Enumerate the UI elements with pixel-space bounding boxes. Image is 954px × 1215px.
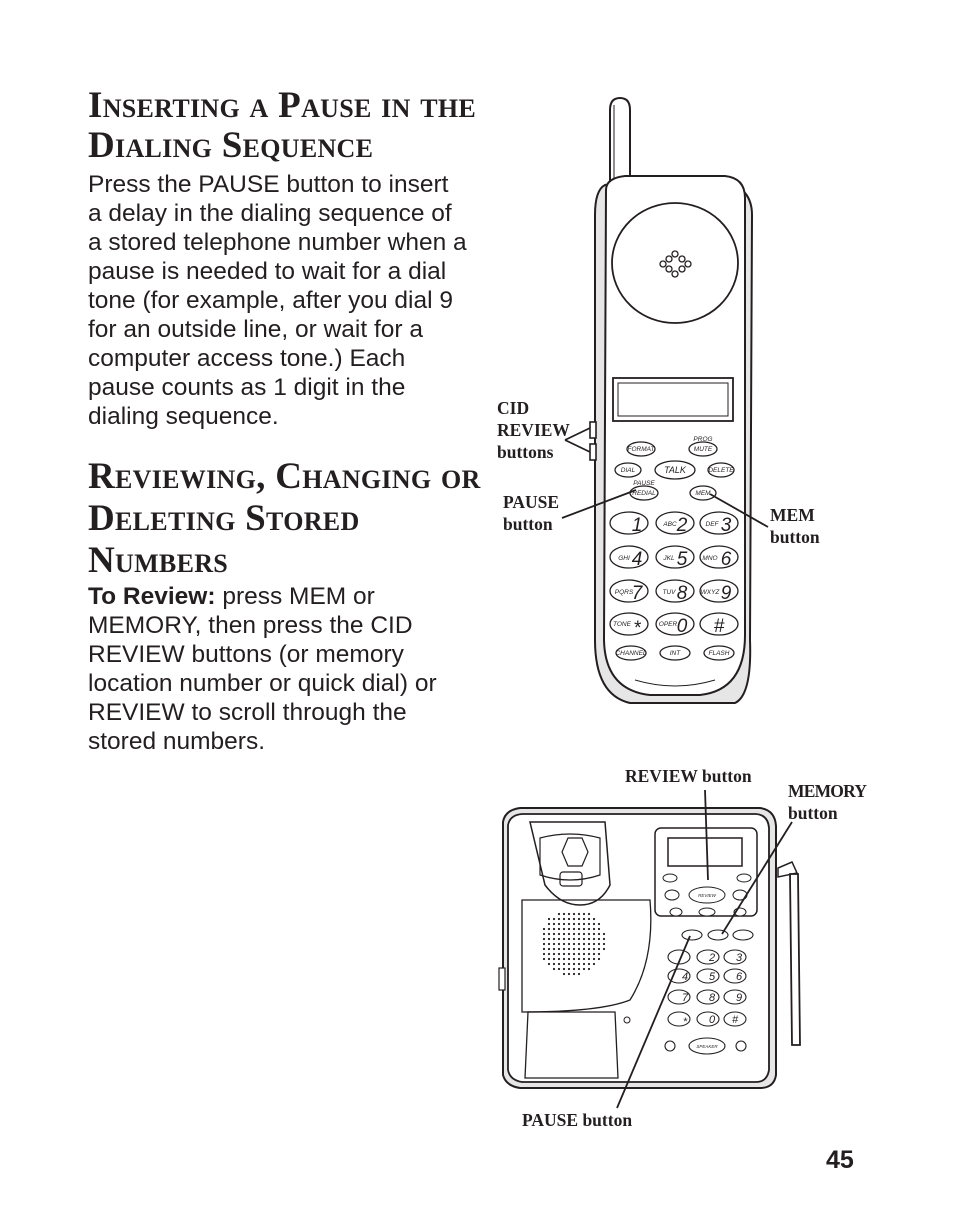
page-number: 45 [826, 1146, 854, 1174]
callout-line: PAUSE [503, 492, 560, 512]
key-star: * [633, 618, 641, 639]
cid-review-callout [497, 397, 570, 463]
mno-label: MNO [702, 555, 718, 562]
heading-line: Inserting a Pause in the [88, 85, 477, 126]
base-key-4: 4 [681, 971, 689, 983]
wxyz-label: WXYZ [700, 589, 720, 596]
redial-key-label: REDIAL [632, 490, 656, 497]
callout-line: buttons [497, 442, 554, 462]
tone-key-label: TONE [613, 621, 631, 628]
pqrs-label: PQRS [614, 589, 634, 596]
callout-line: MEM [770, 505, 815, 525]
mute-key-label: MUTE [693, 446, 713, 453]
handset-illustration [590, 98, 752, 703]
pause-key-label: PAUSE [633, 480, 655, 487]
base-key-5: 5 [708, 971, 716, 983]
oper-key-label: OPER [658, 621, 678, 628]
tuv-label: TUV [662, 589, 676, 596]
prog-key-label: PROG [693, 436, 713, 443]
key-7: 7 [631, 583, 643, 604]
pause-button-callout [503, 491, 559, 535]
jkl-label: JKL [663, 555, 675, 562]
base-key-hash: # [731, 1014, 739, 1026]
heading-line: Numbers [88, 540, 229, 581]
base-key-7: 7 [681, 992, 689, 1004]
base-key-star: * [682, 1016, 688, 1028]
mem-key-label: MEM [695, 490, 711, 497]
key-6: 6 [720, 549, 732, 570]
heading-line: Dialing Sequence [88, 125, 374, 166]
memory-button-callout [788, 780, 866, 824]
callout-line: button [788, 803, 838, 823]
callout-line: REVIEW [497, 420, 570, 440]
key-5: 5 [676, 549, 688, 570]
dial-key-label: DIAL [620, 467, 636, 474]
callout-line: CID [497, 398, 530, 418]
pause-paragraph: Press the PAUSE button to insert a delay in the dialing sequence of a stored telephone number when a pause is needed to wait for a dial tone (for example, after you dial 9 for an outside line, or wait for a computer access tone.) Each pause counts as 1 digit in the dialing sequence. [88, 171, 467, 430]
key-4: 4 [631, 549, 643, 570]
review-text: press MEM or MEMORY, then press the CID REVIEW buttons (or memory location number or quick dial) or REVIEW to scroll through the stored numbers. [88, 583, 437, 755]
base-key-9: 9 [735, 992, 743, 1004]
format-key-label: FORMAT [627, 446, 655, 453]
callout-line: MEMORY [788, 781, 867, 801]
abc-label: ABC [663, 521, 677, 528]
base-key-0: 0 [708, 1014, 716, 1026]
base-speaker-key-label: SPEAKER [696, 1044, 718, 1049]
base-key-3: 3 [735, 952, 743, 964]
int-key-label: INT [669, 650, 681, 657]
heading-line: Deleting Stored [88, 498, 360, 539]
channel-key-label: CHANNEL [615, 650, 647, 657]
base-review-key-label: REVIEW [698, 893, 716, 898]
key-2: 2 [676, 515, 688, 536]
key-1: 1 [631, 515, 643, 536]
flash-key-label: FLASH [708, 650, 730, 657]
key-3: 3 [720, 515, 732, 536]
review-label: To Review: [88, 583, 216, 610]
mem-button-callout [770, 504, 820, 548]
talk-key-label: TALK [664, 465, 686, 475]
review-button-callout: REVIEW button [625, 766, 752, 786]
key-0: 0 [676, 616, 688, 637]
callout-line: button [503, 514, 553, 534]
base-unit-illustration [499, 808, 800, 1088]
ghi-label: GHI [618, 555, 630, 562]
heading-line: Reviewing, Changing or [88, 456, 481, 497]
key-8: 8 [676, 583, 688, 604]
base-key-2: 2 [708, 952, 716, 964]
callout-line: button [770, 527, 820, 547]
base-key-8: 8 [708, 992, 716, 1004]
base-key-6: 6 [735, 971, 743, 983]
base-pause-button-callout: PAUSE button [522, 1110, 633, 1130]
key-hash: # [713, 616, 725, 637]
delete-key-label: DELETE [708, 467, 734, 474]
def-label: DEF [705, 521, 719, 528]
key-9: 9 [720, 583, 732, 604]
